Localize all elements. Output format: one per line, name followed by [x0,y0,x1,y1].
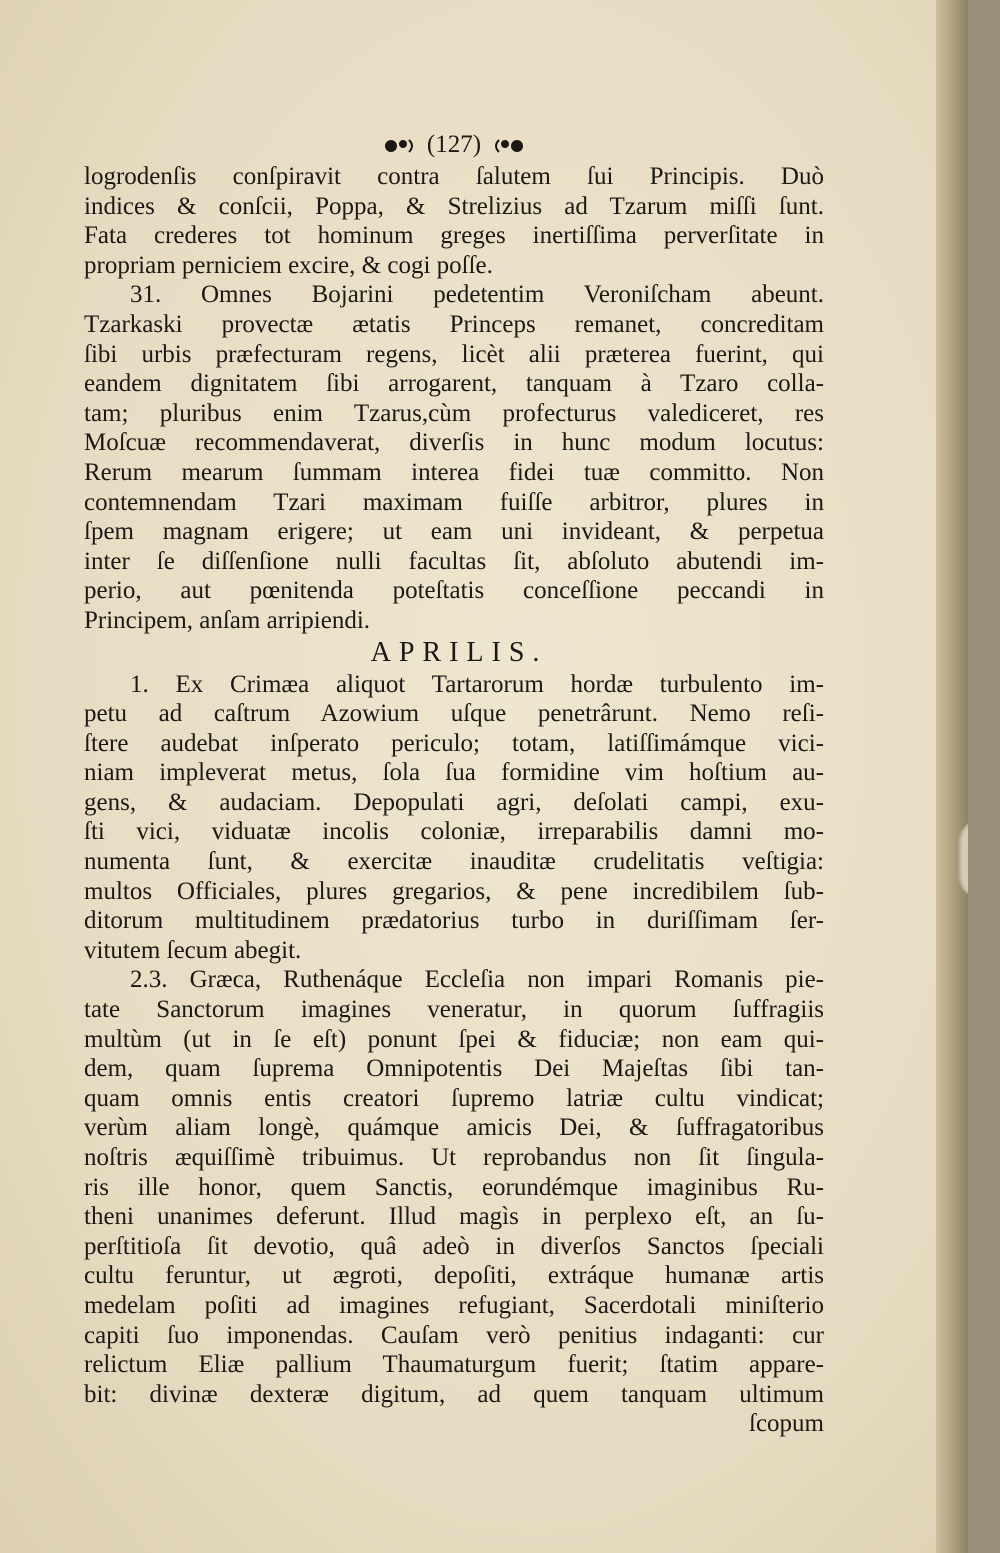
text-line: noſtris æquiſſimè tribuimus. Ut reprobandus non ſit ſingula- [84,1144,824,1171]
left-ornament-icon [381,136,421,156]
text-line: ſpem magnam erigere; ut eam uni invideant, & perpetua [84,518,824,546]
catchword: ſcopum [749,1410,824,1438]
text-line: gens, & audaciam. Depopulati agri, deſolati campi, exu- [84,788,824,816]
text-line: vitutem ſecum abegit. [84,936,302,964]
right-ornament-icon [487,136,527,156]
text-line: logrodenſis conſpiravit contra ſalutem ſui Principis. Duò [84,163,824,190]
page-header [84,128,824,162]
text-line: 2.3. Græca, Ruthenáque Eccleſia non impari Romanis pie- [130,966,824,994]
text-line: Principem, anſam arripiendi. [84,606,371,634]
text-line: ſibi urbis præfecturam regens, licèt alii præterea fuerint, qui [84,340,824,368]
text-line: medelam poſiti ad imagines refugiant, Sacerdotali miniſterio [84,1291,824,1319]
text-line: Fata crederes tot hominum greges inertiſſima perverſitate in [84,222,824,250]
text-line: perio, aut pœnitenda poteſtatis conceſſione peccandi in [84,577,824,605]
text-line: multùm (ut in ſe eſt) ponunt ſpei & fiduciæ; non eam qui- [84,1025,824,1053]
text-line: indices & conſcii, Poppa, & Strelizius ad Tzarum miſſi ſunt. [84,192,824,220]
text-line: Moſcuæ recommendaverat, diverſis in hunc modum locutus: [84,429,824,457]
text-line: tate Sanctorum imagines veneratur, in quorum ſuffragiis [84,996,824,1024]
text-line: niam impleverat metus, ſola ſua formidine vim hoſtium au- [84,759,824,787]
text-line: Rerum mearum ſummam interea fidei tuæ committo. Non [84,458,824,486]
page-text [84,128,824,1439]
text-line: relictum Eliæ pallium Thaumaturgum fuerit; ſtatim appare- [84,1351,824,1379]
text-line: quam omnis entis creatori ſupremo latriæ cultu vindicat; [84,1084,824,1112]
section-heading: APRILIS. [370,636,548,668]
text-line: 31. Omnes Bojarini pedetentim Veroniſcham abeunt. [130,281,824,309]
text-line: 1. Ex Crimæa aliquot Tartarorum hordæ turbulento im- [130,670,824,698]
text-line: propriam perniciem excire, & cogi poſſe. [84,251,493,279]
page-number: (127) [426,131,482,158]
text-line: bit: divinæ dexteræ digitum, ad quem tanquam ultimum [84,1380,824,1408]
text-line: eandem dignitatem ſibi arrogarent, tanquam à Tzaro colla- [84,370,824,398]
text-line: inter ſe diſſenſione nulli facultas ſit, abſoluto abutendi im- [84,547,824,575]
text-line: Tzarkaski provectæ ætatis Princeps remanet, concreditam [84,310,824,338]
text-line: dem, quam ſuprema Omnipotentis Dei Majeſtas ſibi tan- [84,1055,824,1083]
text-line: tam; pluribus enim Tzarus,cùm profecturus valediceret, res [84,399,824,427]
text-line: ditorum multitudinem prædatorius turbo in duriſſimam ſer- [84,907,824,935]
text-line: multos Officiales, plures gregarios, & pene incredibilem ſub- [84,877,824,905]
text-line: contemnendam Tzari maximam fuiſſe arbitror, plures in [84,488,824,516]
text-line: ſti vici, viduatæ incolis coloniæ, irreparabilis damni mo- [84,818,824,846]
page-edge [936,0,968,1553]
text-line: verùm aliam longè, quámque amicis Dei, & ſuffragatoribus [84,1114,824,1142]
text-line: theni unanimes deferunt. Illud magìs in perplexo eſt, an ſu- [84,1203,824,1231]
text-line: petu ad caſtrum Azowium uſque penetrârunt. Nemo reſi- [84,700,824,728]
text-line: ſtere audebat inſperato periculo; totam, latiſſimámque vici- [84,729,824,757]
text-line: cultu feruntur, ut ægroti, depoſiti, extráque humanæ artis [84,1262,824,1290]
text-line: ris ille honor, quem Sanctis, eorundémque imaginibus Ru- [84,1173,824,1201]
text-line: capiti ſuo imponendas. Cauſam verò penitius indaganti: cur [84,1321,824,1349]
text-line: numenta ſunt, & exercitæ inauditæ crudelitatis veſtigia: [84,848,824,876]
text-line: perſtitioſa ſit devotio, quâ adeò in diverſos Sanctos ſpeciali [84,1232,824,1260]
